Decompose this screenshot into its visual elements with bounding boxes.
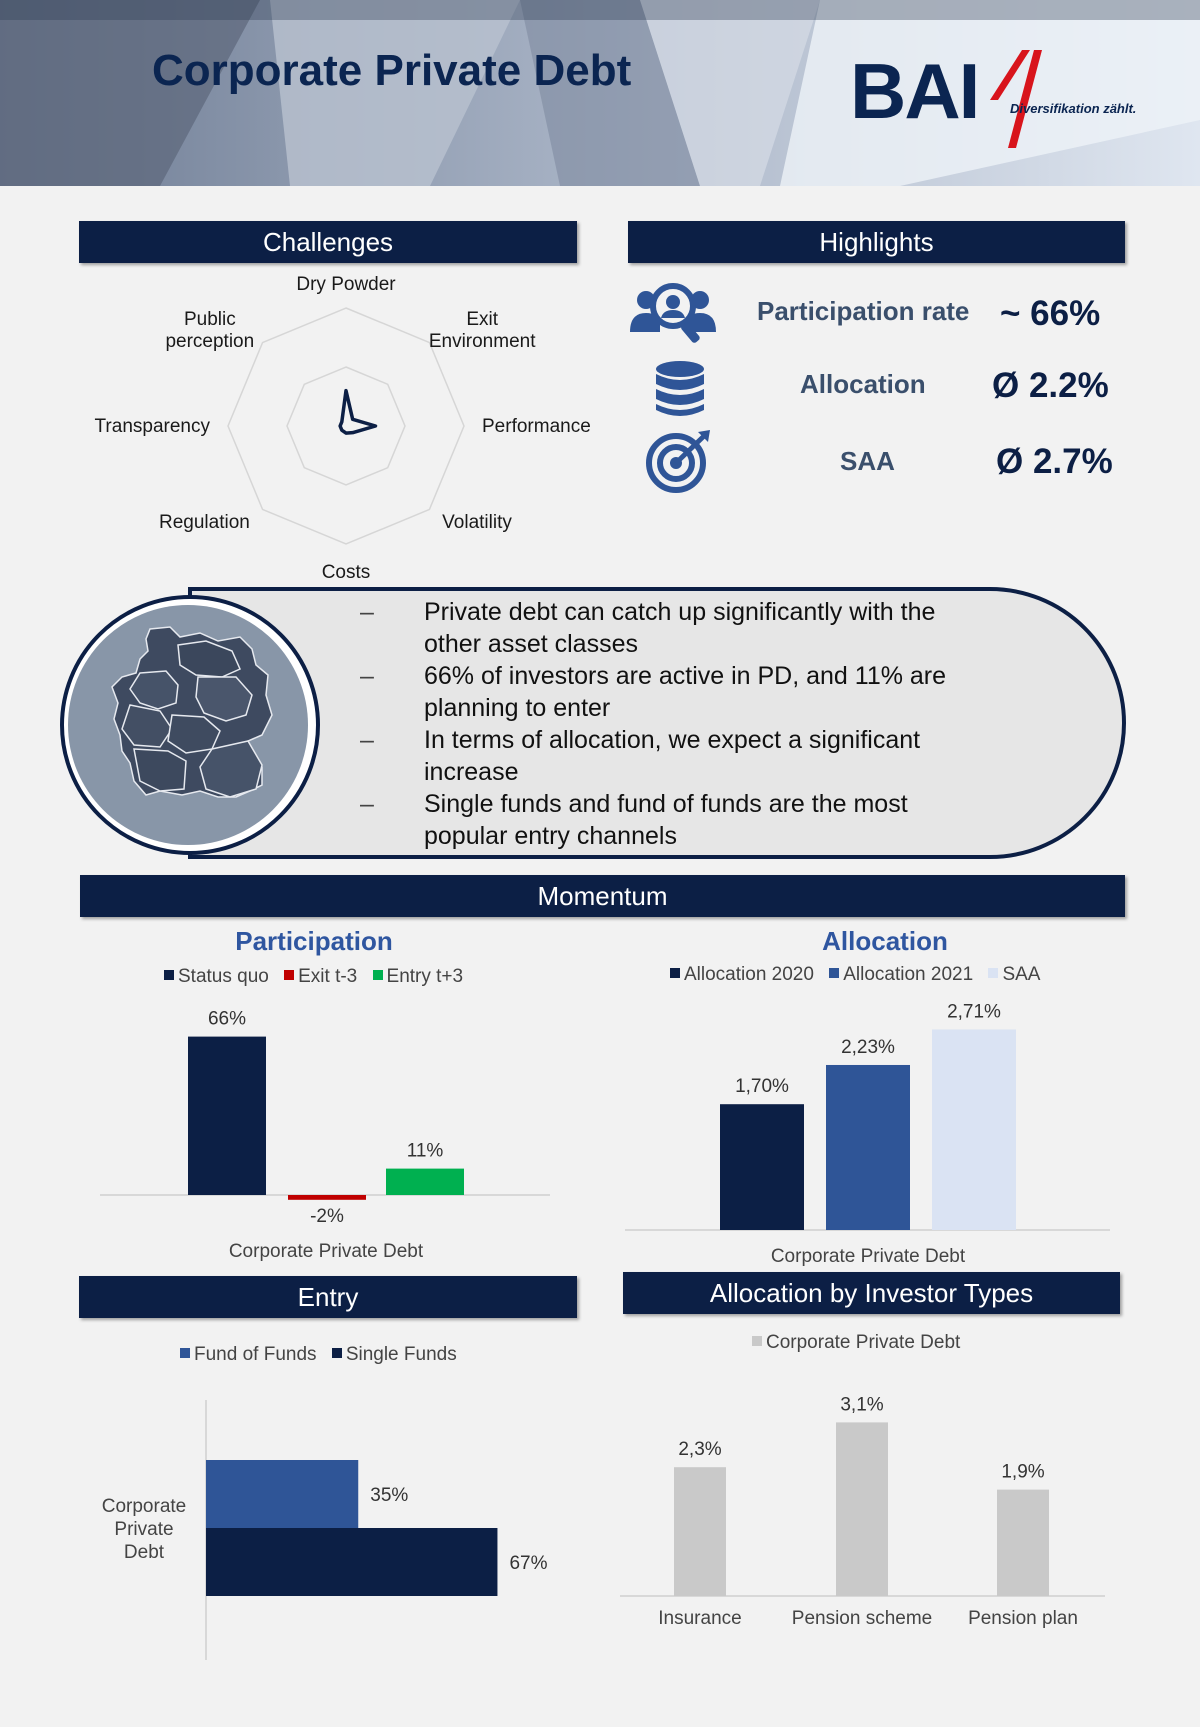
- radar-axis-label: Volatility: [442, 512, 512, 534]
- radar-axis-label: Dry Powder: [296, 274, 396, 295]
- logo-text: BAI: [850, 47, 979, 135]
- participation-data-label: 11%: [406, 1140, 444, 1162]
- entry-chart: [80, 1390, 600, 1670]
- legend-exit: Exit t-3: [274, 966, 357, 987]
- highlight-value-saa: Ø 2.7%: [996, 442, 1113, 481]
- summary-bullet-list: [360, 596, 980, 852]
- entry-data-label: 35%: [370, 1485, 409, 1506]
- participation-chart-title: Participation: [235, 926, 393, 956]
- entry-data-label: 67%: [509, 1553, 548, 1574]
- radar-axis-label: Exit Environment: [428, 308, 536, 352]
- allocation-chart: [620, 990, 1120, 1270]
- investor-types-legend: [742, 1332, 960, 1354]
- radar-axis-label: Performance: [482, 416, 591, 437]
- highlight-value-participation: ~ 66%: [1000, 294, 1101, 333]
- investor-types-category-label: Pension scheme: [791, 1608, 933, 1629]
- investor-types-header: Allocation by Investor Types: [623, 1272, 1120, 1314]
- target-icon: [646, 428, 712, 494]
- participation-legend: [154, 966, 463, 988]
- highlight-label-allocation: Allocation: [800, 369, 926, 399]
- legend-single-funds: Single Funds: [322, 1344, 457, 1365]
- investor-types-data-label: 3,1%: [840, 1394, 884, 1416]
- investor-types-bar: [674, 1467, 726, 1596]
- allocation-chart-title: Allocation: [822, 926, 948, 956]
- challenges-header: Challenges: [79, 221, 577, 263]
- investor-types-category-label: Insurance: [658, 1608, 742, 1629]
- highlights-header: Highlights: [628, 221, 1125, 263]
- participation-bar: [188, 1037, 266, 1195]
- legend-fund-of-funds: Fund of Funds: [170, 1344, 317, 1365]
- investor-types-bar: [836, 1422, 888, 1596]
- legend-allocation-2020: Allocation 2020: [660, 964, 814, 985]
- entry-category-label: Corporate Private Debt: [101, 1496, 187, 1563]
- participation-bar: [386, 1169, 464, 1195]
- entry-bar: [206, 1460, 358, 1528]
- allocation-bar: [826, 1065, 910, 1230]
- allocation-data-label: 2,23%: [841, 1036, 895, 1058]
- entry-bar: [206, 1528, 497, 1596]
- radar-axis-label: Regulation: [158, 512, 250, 534]
- investor-types-chart: [615, 1370, 1115, 1650]
- legend-status-quo: Status quo: [154, 966, 269, 987]
- allocation-bar: [932, 1029, 1016, 1230]
- legend-entry: Entry t+3: [363, 966, 464, 987]
- participation-chart: [80, 995, 580, 1265]
- investor-types-data-label: 2,3%: [678, 1439, 722, 1461]
- summary-bullet: – Single funds and fund of funds are the most popular entry channels: [360, 790, 908, 850]
- highlight-label-participation: Participation rate: [757, 296, 970, 326]
- summary-bullet: – Private debt can catch up significantly with the other asset classes: [360, 598, 936, 658]
- database-icon: [652, 360, 708, 418]
- participation-data-label: 66%: [207, 1008, 247, 1030]
- legend-corporate-private-debt: Corporate Private Debt: [742, 1332, 960, 1353]
- investor-types-bar: [997, 1490, 1049, 1596]
- summary-bullet: – 66% of investors are active in PD, and 11% are planning to enter: [360, 662, 947, 722]
- allocation-data-label: 2,71%: [947, 1001, 1001, 1023]
- radar-series-shape: [340, 391, 375, 433]
- page-title: Corporate Private Debt: [152, 46, 632, 95]
- allocation-bar: [720, 1104, 804, 1230]
- participation-bar: [288, 1195, 366, 1200]
- challenges-radar-chart: [80, 270, 600, 583]
- participation-data-label: -2%: [310, 1205, 344, 1227]
- investor-types-category-label: Pension plan: [968, 1608, 1078, 1629]
- highlight-label-saa: SAA: [840, 446, 895, 476]
- allocation-legend: [660, 964, 1040, 986]
- entry-header: Entry: [79, 1276, 577, 1318]
- radar-grid-ring: [287, 367, 405, 485]
- momentum-header: Momentum: [80, 875, 1125, 917]
- highlight-value-allocation: Ø 2.2%: [992, 366, 1109, 405]
- radar-axis-label: Transparency: [94, 416, 210, 437]
- investors-search-icon: [628, 280, 718, 350]
- legend-allocation-2021: Allocation 2021: [819, 964, 973, 985]
- bai-logo: [850, 40, 1150, 150]
- legend-saa: SAA: [978, 964, 1040, 985]
- participation-category-label: Corporate Private Debt: [228, 1241, 424, 1262]
- header-banner: [0, 0, 1200, 186]
- investor-types-data-label: 1,9%: [1001, 1461, 1045, 1483]
- allocation-data-label: 1,70%: [735, 1076, 789, 1098]
- allocation-category-label: Corporate Private Debt: [770, 1246, 966, 1267]
- logo-tagline: Diversifikation zählt.: [1010, 101, 1137, 116]
- entry-legend: [170, 1344, 457, 1366]
- radar-axis-label: Costs: [321, 562, 371, 583]
- summary-bullet: – In terms of allocation, we expect a significant increase: [360, 726, 921, 786]
- radar-axis-label: Public perception: [165, 308, 255, 352]
